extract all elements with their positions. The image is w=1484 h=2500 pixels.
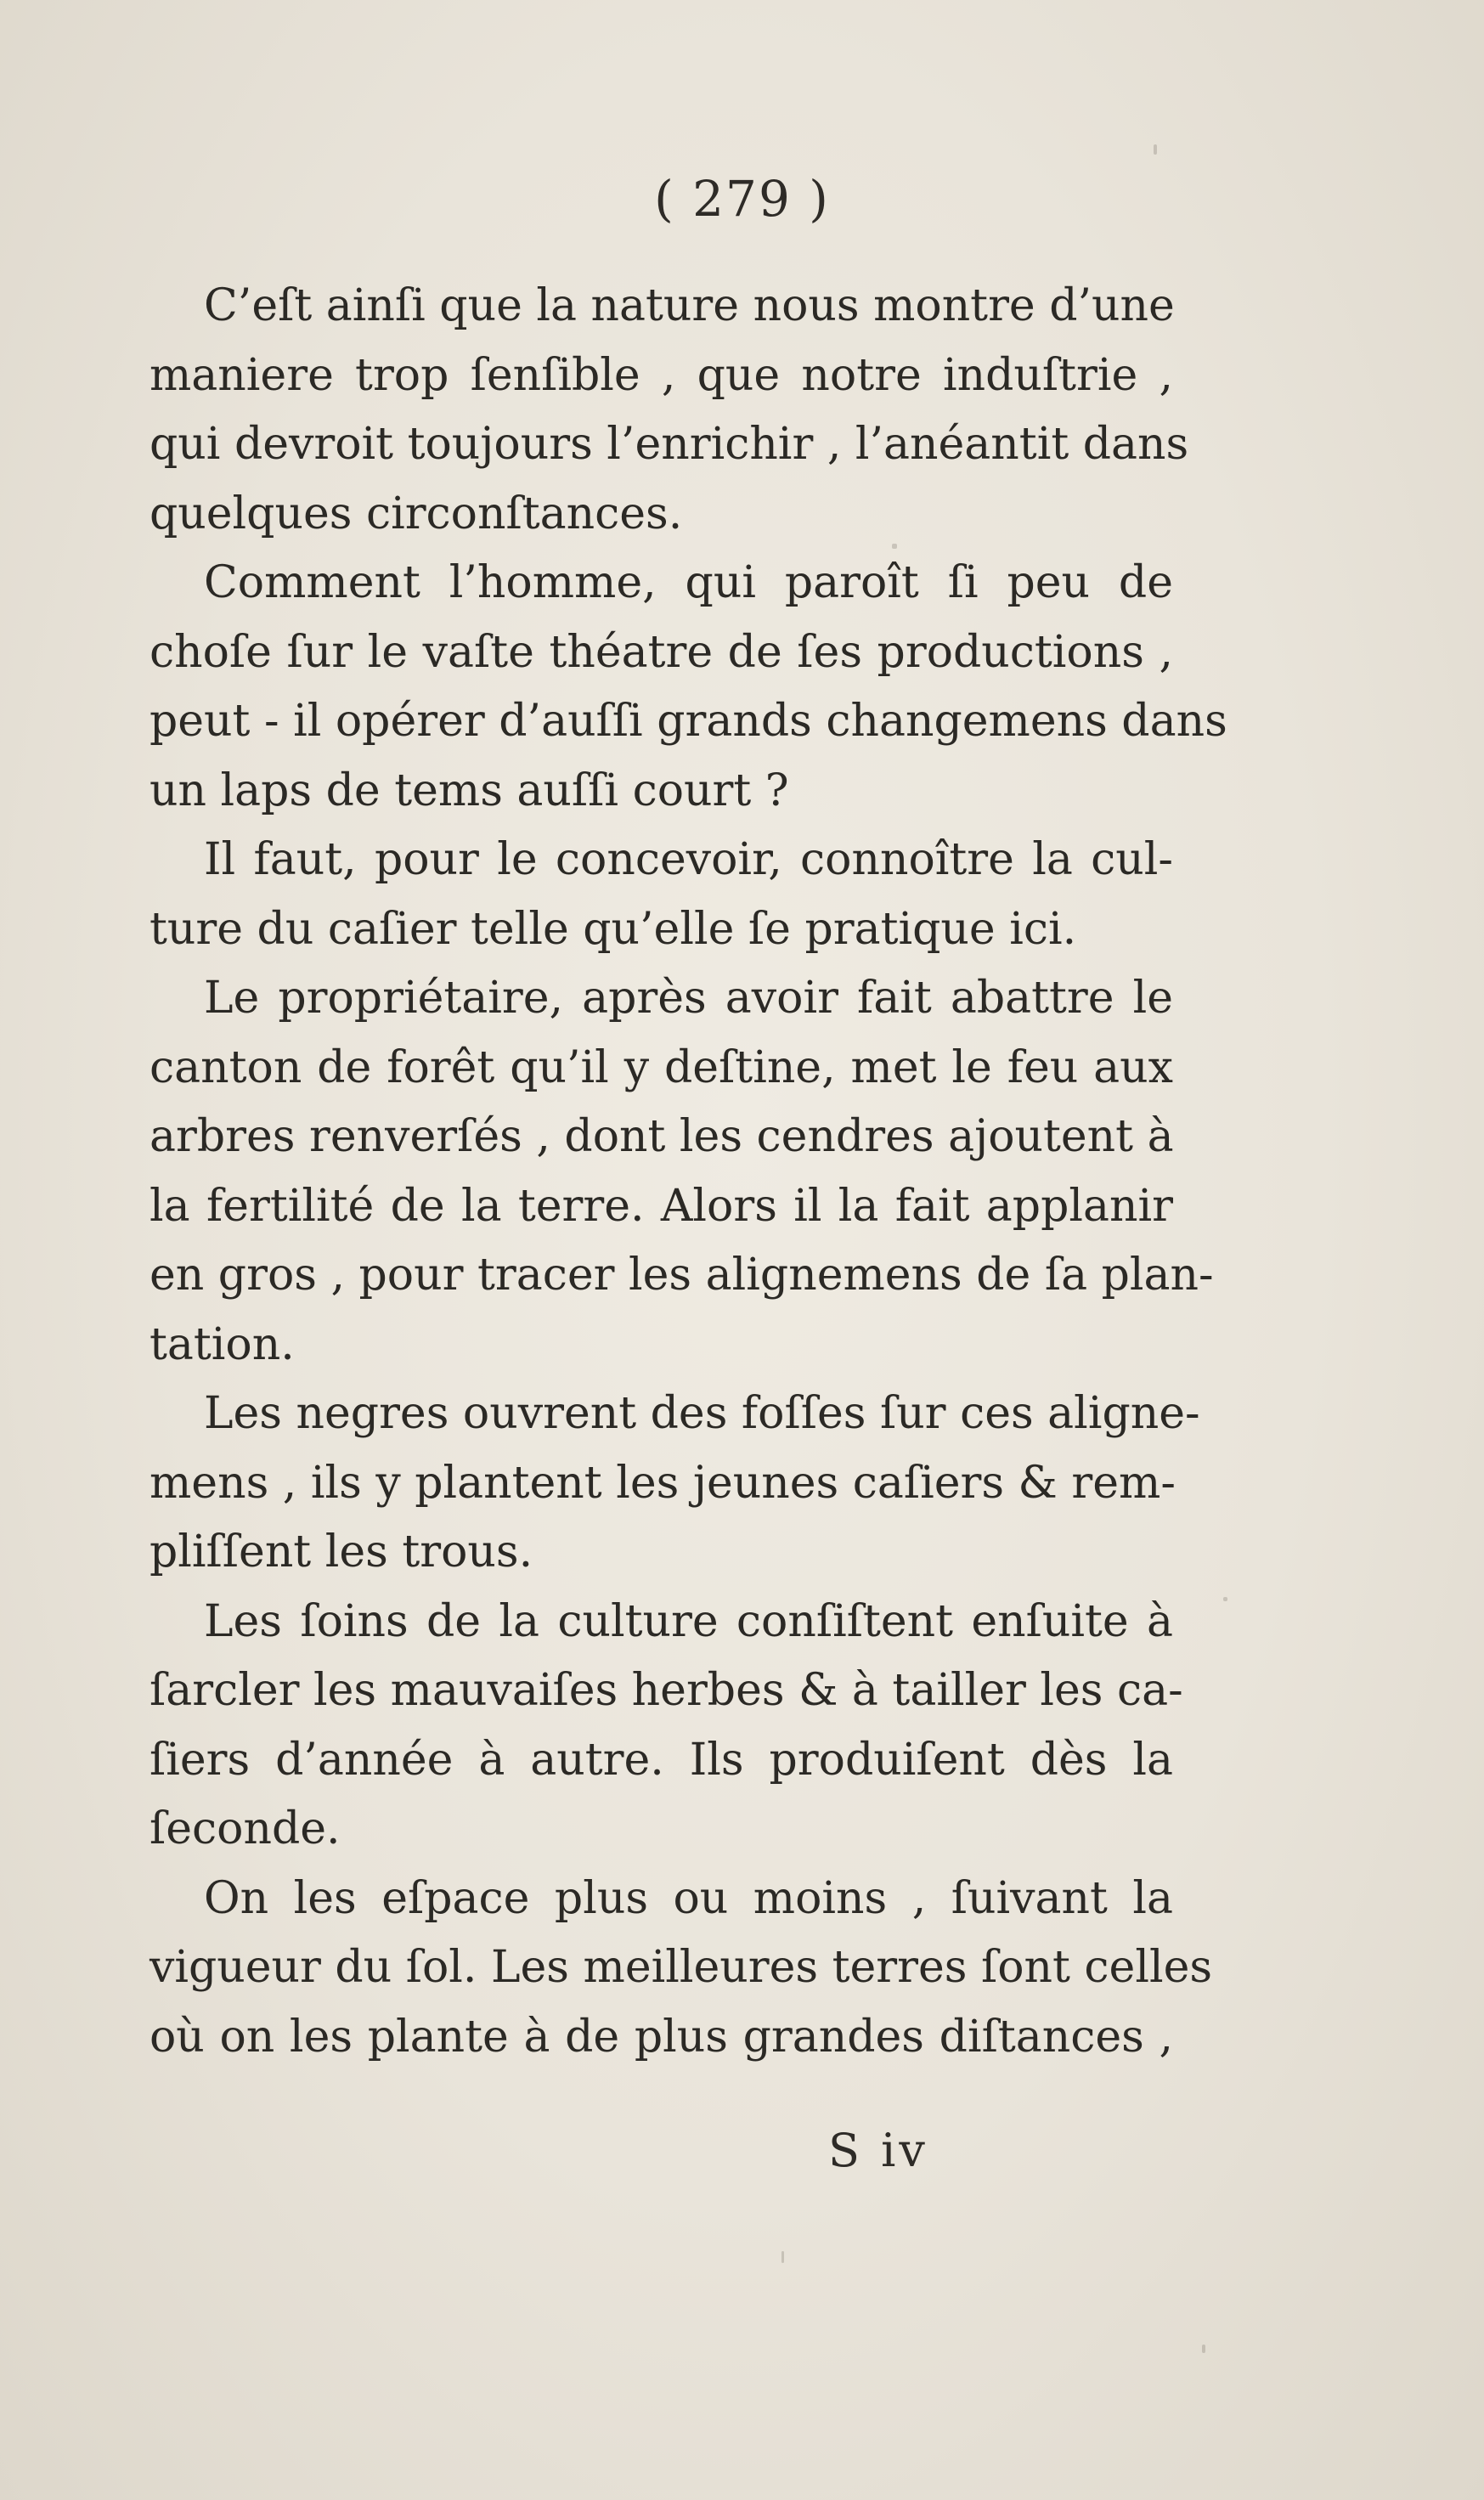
text-line: Il faut, pour le concevoir, connoître la cul- xyxy=(204,834,1173,885)
text-line: ture du caſier telle qu’elle ſe pratique ici. xyxy=(150,903,1077,955)
text-line: vigueur du ſol. Les meilleures terres ſont celles xyxy=(150,1942,1213,1993)
paper-speck xyxy=(1223,1597,1227,1601)
text-line: On les eſpace plus ou moins , ſuivant la xyxy=(204,1872,1173,1924)
text-line: peut - il opérer d’auſſi grands changemens dans xyxy=(150,696,1227,747)
body-text xyxy=(150,272,1227,2072)
text-line: ſarcler les mauvaiſes herbes & à tailler les ca- xyxy=(150,1665,1183,1716)
signature-mark: S iv xyxy=(828,2124,928,2177)
text-line: un laps de tems auſſi court ? xyxy=(150,765,789,816)
text-line: canton de forêt qu’il y deſtine, met le feu aux xyxy=(150,1041,1173,1093)
paper-speck xyxy=(781,2251,784,2263)
text-line: Les ſoins de la culture conſiſtent enſuite à xyxy=(204,1595,1173,1647)
text-line: arbres renverſés , dont les cendres ajoutent à xyxy=(150,1111,1174,1162)
text-line: ſeconde. xyxy=(150,1803,341,1854)
text-line: C’eſt ainſi que la nature nous montre d’une xyxy=(204,280,1175,331)
text-line: pliſſent les trous. xyxy=(150,1527,533,1577)
text-line: mens , ils y plantent les jeunes caſiers & rem- xyxy=(150,1457,1176,1509)
text-line: en gros , pour tracer les alignemens de ſa plan- xyxy=(150,1250,1214,1301)
text-line: Comment l’homme, qui paroît ſi peu de xyxy=(204,557,1173,608)
paper-speck xyxy=(892,544,897,549)
text-line: Les negres ouvrent des foſſes ſur ces aligne- xyxy=(204,1388,1200,1439)
text-line: maniere trop ſenſible , que notre induſtrie , xyxy=(150,349,1173,401)
text-line: quelques circonſtances. xyxy=(150,488,683,539)
page-number: ( 279 ) xyxy=(654,170,830,228)
text-line: Le propriétaire, après avoir fait abattre le xyxy=(204,973,1173,1024)
text-line: choſe ſur le vaſte théatre de ſes productions , xyxy=(150,626,1173,678)
text-line: la fertilité de la terre. Alors il la fait applanir xyxy=(150,1180,1173,1232)
text-line: tation. xyxy=(150,1318,295,1370)
paper-speck xyxy=(1154,144,1157,155)
paper-speck xyxy=(1202,2345,1205,2353)
text-line: qui devroit toujours l’enrichir , l’anéantit dans xyxy=(150,419,1189,470)
text-line: ſiers d’année à autre. Ils produiſent dès la xyxy=(150,1734,1173,1786)
text-line: où on les plante à de plus grandes diſtances , xyxy=(150,2011,1173,2063)
